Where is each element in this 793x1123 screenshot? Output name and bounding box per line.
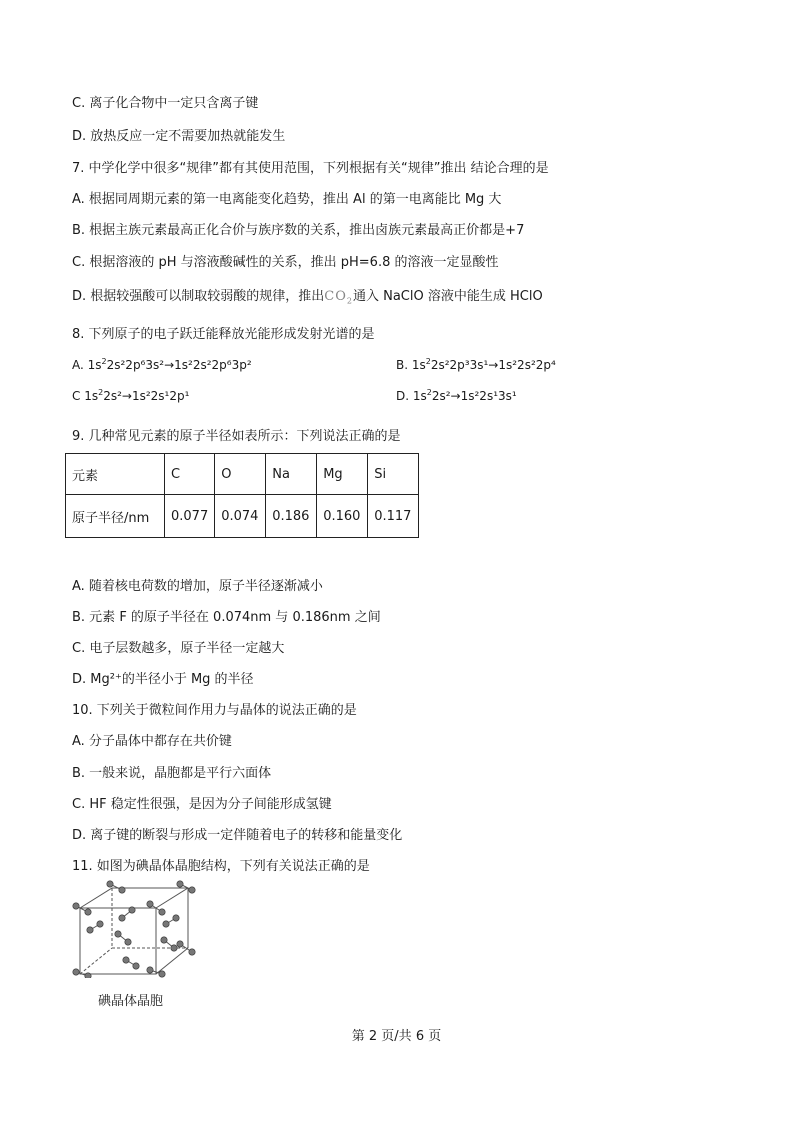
table-cell: 0.186 [266,495,317,538]
q9-option-b: B. 元素 F 的原子半径在 0.074nm 与 0.186nm 之间 [72,610,381,625]
q7-question: 7. 中学化学中很多“规律”都有其使用范围，下列根据有关“规律”推出 结论合理的是 [72,161,549,176]
iodine-unit-cell-figure [70,878,205,978]
page-footer: 第 2 页/共 6 页 [351,1029,442,1044]
q10-option-b: B. 一般来说，晶胞都是平行六面体 [72,766,272,781]
q6-option-c: C. 离子化合物中一定只含离子键 [72,96,259,111]
table-cell: 0.160 [317,495,368,538]
table-cell: 元素 [66,454,165,495]
atomic-radius-table [65,453,419,538]
q8-option-d: D. $1s^22s^2\to 1s^22s^13s^1$ [396,388,517,403]
q10-option-c: C. HF 稳定性很强，是因为分子间能形成氢键 [72,797,332,812]
q7-option-d-pre: D. 根据较强酸可以制取较弱酸的规律，推出 [72,289,325,304]
figure-caption: 碘晶体晶胞 [98,994,164,1009]
q9-option-d: D. Mg²⁺的半径小于 Mg 的半径 [72,672,254,687]
q8-option-b: B. $1s^22s^22p^33s^1\to 1s^22s^22p^4$ [396,357,556,372]
q9-option-c: C. 电子层数越多，原子半径一定越大 [72,641,285,656]
q8-option-a: A. $1s^22s^22p^63s^2\to 1s^22s^22p^63p^2$ [72,357,252,372]
co2-formula: $CO_2$ [324,289,353,306]
table-cell: Na [266,454,317,495]
q7-option-a: A. 根据同周期元素的第一电离能变化趋势，推出 Al 的第一电离能比 Mg 大 [72,192,502,207]
table-row [66,495,419,538]
q7-option-b: B. 根据主族元素最高正化合价与族序数的关系，推出卤族元素最高正价都是+7 [72,223,525,238]
q8-question: 8. 下列原子的电子跃迁能释放光能形成发射光谱的是 [72,327,375,342]
q8-option-c: C $1s^22s^2\to 1s^22s^12p^1$ [72,388,190,403]
q10-option-d: D. 离子键的断裂与形成一定伴随着电子的转移和能量变化 [72,828,403,843]
q10-question: 10. 下列关于微粒间作用力与晶体的说法正确的是 [72,703,357,718]
q7-option-d-post: 通入 NaClO 溶液中能生成 HClO [352,289,543,304]
table-cell: C [165,454,215,495]
q7-option-c: C. 根据溶液的 pH 与溶液酸碱性的关系，推出 pH=6.8 的溶液一定显酸性 [72,255,499,270]
table-cell: Mg [317,454,368,495]
q10-option-a: A. 分子晶体中都存在共价键 [72,734,232,749]
q9-question: 9. 几种常见元素的原子半径如表所示：下列说法正确的是 [72,429,401,444]
table-cell: 0.117 [368,495,419,538]
q7-option-d [72,288,543,311]
table-cell: 0.074 [215,495,266,538]
unit-cell-diagram [70,878,205,978]
q11-question: 11. 如图为碘晶体晶胞结构，下列有关说法正确的是 [72,859,370,874]
q6-option-d: D. 放热反应一定不需要加热就能发生 [72,129,286,144]
q9-option-a: A. 随着核电荷数的增加，原子半径逐渐减小 [72,579,323,594]
table-cell: 原子半径/nm [66,495,165,538]
table-cell: Si [368,454,419,495]
table-cell: 0.077 [165,495,215,538]
table-cell: O [215,454,266,495]
table-row [66,454,419,495]
